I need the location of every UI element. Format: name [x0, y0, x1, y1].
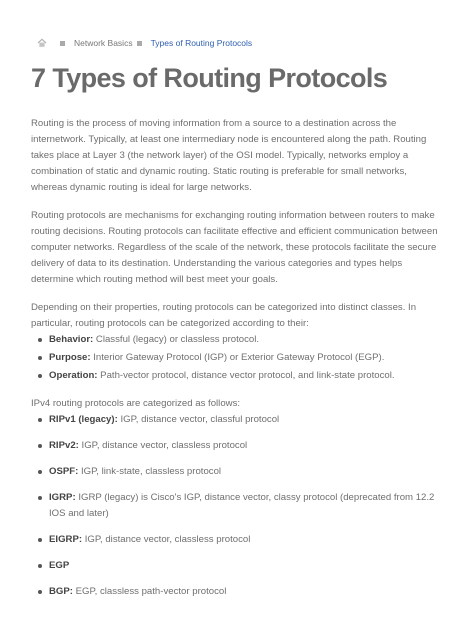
properties-list: [31, 332, 444, 384]
bullet-icon: [38, 356, 42, 360]
list-item-desc: IGP, distance vector, classless protocol: [82, 534, 251, 545]
home-icon[interactable]: [37, 38, 47, 48]
list-item-term: Behavior:: [49, 334, 94, 345]
breadcrumb: [37, 36, 444, 50]
bullet-icon: [38, 470, 42, 474]
breadcrumb-link-network-basics[interactable]: Network Basics: [74, 38, 133, 48]
list-item-term: RIPv1 (legacy):: [49, 414, 118, 425]
list-item-desc: IGP, link-state, classless protocol: [78, 466, 222, 477]
ipv4-intro-paragraph: IPv4 routing protocols are categorized as follows:: [31, 398, 241, 409]
list-item-term: OSPF:: [49, 466, 79, 477]
list-item-desc: Path-vector protocol, distance vector protocol, and link-state protocol.: [97, 370, 395, 381]
list-item: [37, 558, 444, 574]
breadcrumb-current-page[interactable]: Types of Routing Protocols: [150, 38, 253, 48]
list-item-desc: Interior Gateway Protocol (IGP) or Exterior Gateway Protocol (EGP).: [90, 352, 385, 363]
routing-protocols-paragraph: Routing protocols are mechanisms for exchanging routing information between routers to make routing decisions. Routing protocols can facilitate effective and efficient communication between computer networks. Regardless of the scale of the network, these protocols facilitate the secure delivery of data to its destination. Understanding the various categories and types helps determine which routing method will best meet your goals.: [31, 210, 438, 285]
list-item-term: RIPv2:: [49, 440, 79, 451]
list-item: [37, 368, 444, 384]
bullet-icon: [38, 590, 42, 594]
bullet-icon: [38, 564, 42, 568]
ipv4-protocols-list: [31, 412, 444, 600]
bullet-icon: [38, 374, 42, 378]
list-item: [37, 412, 444, 428]
list-item: [37, 464, 444, 480]
list-item-desc: IGRP (legacy) is Cisco's IGP, distance vector, classy protocol (deprecated from 12.2 IOS and later): [49, 492, 435, 519]
list-item: [37, 490, 444, 522]
bullet-icon: [38, 496, 42, 500]
list-item-term: IGRP:: [49, 492, 76, 503]
list-item-term: EGP: [49, 560, 70, 571]
bullet-icon: [38, 538, 42, 542]
list-item: [37, 332, 444, 348]
bullet-icon: [38, 444, 42, 448]
bullet-icon: [38, 338, 42, 342]
list-item: [37, 438, 444, 454]
bullet-icon: [38, 418, 42, 422]
list-item: [37, 532, 444, 548]
list-item-desc: Classful (legacy) or classless protocol.: [93, 334, 260, 345]
list-item: [37, 584, 444, 600]
list-item-term: EIGRP:: [49, 534, 83, 545]
breadcrumb-separator-icon: [60, 41, 65, 46]
list-item: [37, 350, 444, 366]
list-item-term: BGP:: [49, 586, 73, 597]
breadcrumb-separator-icon: [137, 41, 142, 46]
categories-paragraph: Depending on their properties, routing protocols can be categorized into distinct classes. In particular, routing protocols can be categorized according to their:: [31, 302, 417, 329]
list-item-term: Operation:: [49, 370, 98, 381]
list-item-term: Purpose:: [49, 352, 91, 363]
list-item-desc: IGP, distance vector, classful protocol: [117, 414, 280, 425]
intro-paragraph: Routing is the process of moving information from a source to a destination across the internetwork. Typically, at least one intermediary node is encountered along the path. Routing takes place at Layer 3 (the network layer) of the OSI model. Typically, networks employ a combination of static and dynamic routing. Static routing is preferable for small networks, whereas dynamic routing is ideal for large networks.: [31, 118, 427, 193]
list-item-desc: EGP, classless path-vector protocol: [72, 586, 227, 597]
page-title: 7 Types of Routing Protocols: [31, 63, 388, 93]
list-item-desc: IGP, distance vector, classless protocol: [78, 440, 248, 451]
